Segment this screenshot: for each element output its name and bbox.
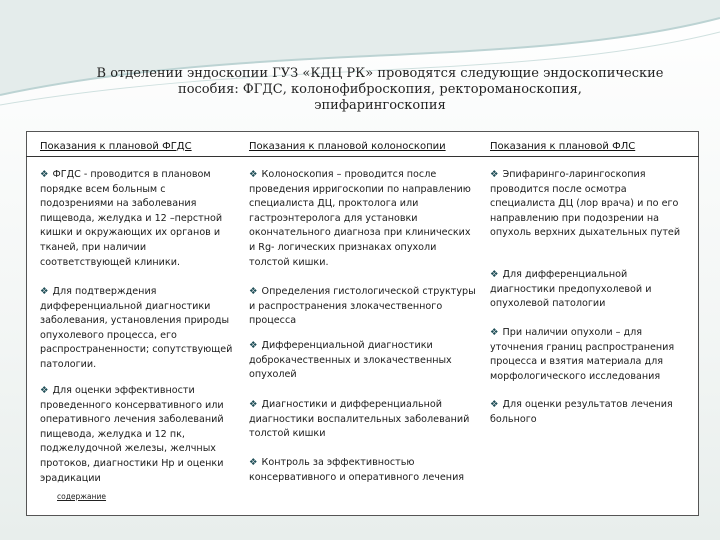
header-colonoscopy: Показания к плановой колоноскопии <box>249 141 446 152</box>
list-item: ❖ Дифференциальной диагностики доброкачественных и злокачественных опухолей <box>249 340 452 381</box>
list-item: ❖ Для оценки эффективности проведенного консервативного или оперативного лечения заболеваний пищевода, желудка и 12 пк, поджелудочной железы, желчных протоков, диагностики Нр и оценки эрадикации <box>40 385 224 484</box>
slide-title <box>60 66 700 114</box>
diamond-bullet-icon: ❖ <box>490 399 499 410</box>
diamond-bullet-icon: ❖ <box>249 169 258 180</box>
contents-link[interactable]: содержание <box>57 492 107 501</box>
list-item: ❖ Определения гистологической структуры и распространения злокачественного процесса <box>249 286 476 327</box>
diamond-bullet-icon: ❖ <box>249 399 258 410</box>
list-item: ❖ Для дифференциальной диагностики предопухолевой и опухолевой патологии <box>490 269 652 310</box>
title-line: пособия: ФГДС, колонофиброскопия, ректороманоскопия, <box>178 82 582 97</box>
diamond-bullet-icon: ❖ <box>490 169 499 180</box>
list-item: ❖ Контроль за эффективностью консервативного и оперативного лечения <box>249 457 465 483</box>
diamond-bullet-icon: ❖ <box>249 286 258 297</box>
list-item: ❖ При наличии опухоли – для уточнения границ распространения процесса и взятия материала для морфологического исследования <box>490 327 675 382</box>
list-item: ❖ Для подтверждения дифференциальной диагностики заболевания, установления природы опухолевого процесса, его распространенности; сопутствующей патологии. <box>40 286 233 370</box>
diamond-bullet-icon: ❖ <box>40 385 49 396</box>
list-item: ❖ ФГДС - проводится в плановом порядке всем больным с подозрениями на заболевания пищевода, желудка и 12 –перстной кишки и окружающих их органов и тканей, при наличии соответствующей клиники. <box>40 169 223 268</box>
list-item: ❖ Колоноскопия – проводится после проведения ирригоскопии по направлению специалиста ДЦ, проктолога или гастроэнтеролога для установки окончательного диагноза при клинических и Rg- логических признаках опухоли толстой кишки. <box>249 169 471 268</box>
header-fls: Показания к плановой ФЛС <box>490 141 636 152</box>
header-divider <box>26 156 699 157</box>
title-line: эпифарингоскопия <box>314 98 446 113</box>
list-item: ❖ Для оценки результатов лечения больного <box>490 399 673 425</box>
diamond-bullet-icon: ❖ <box>249 340 258 351</box>
diamond-bullet-icon: ❖ <box>490 269 499 280</box>
list-item: ❖ Эпифаринго-ларингоскопия проводится после осмотра специалиста ДЦ (лор врача) и по его направлению при подозрении на опухоль верхних дыхательных путей <box>490 169 681 239</box>
diamond-bullet-icon: ❖ <box>40 169 49 180</box>
diamond-bullet-icon: ❖ <box>490 327 499 338</box>
diamond-bullet-icon: ❖ <box>249 457 258 468</box>
list-item: ❖ Диагностики и дифференциальной диагностики воспалительных заболеваний толстой кишки <box>249 399 470 440</box>
diamond-bullet-icon: ❖ <box>40 286 49 297</box>
header-fgds: Показания к плановой ФГДС <box>40 141 192 152</box>
title-line: В отделении эндоскопии ГУЗ «КДЦ РК» проводятся следующие эндоскопические <box>96 66 664 81</box>
